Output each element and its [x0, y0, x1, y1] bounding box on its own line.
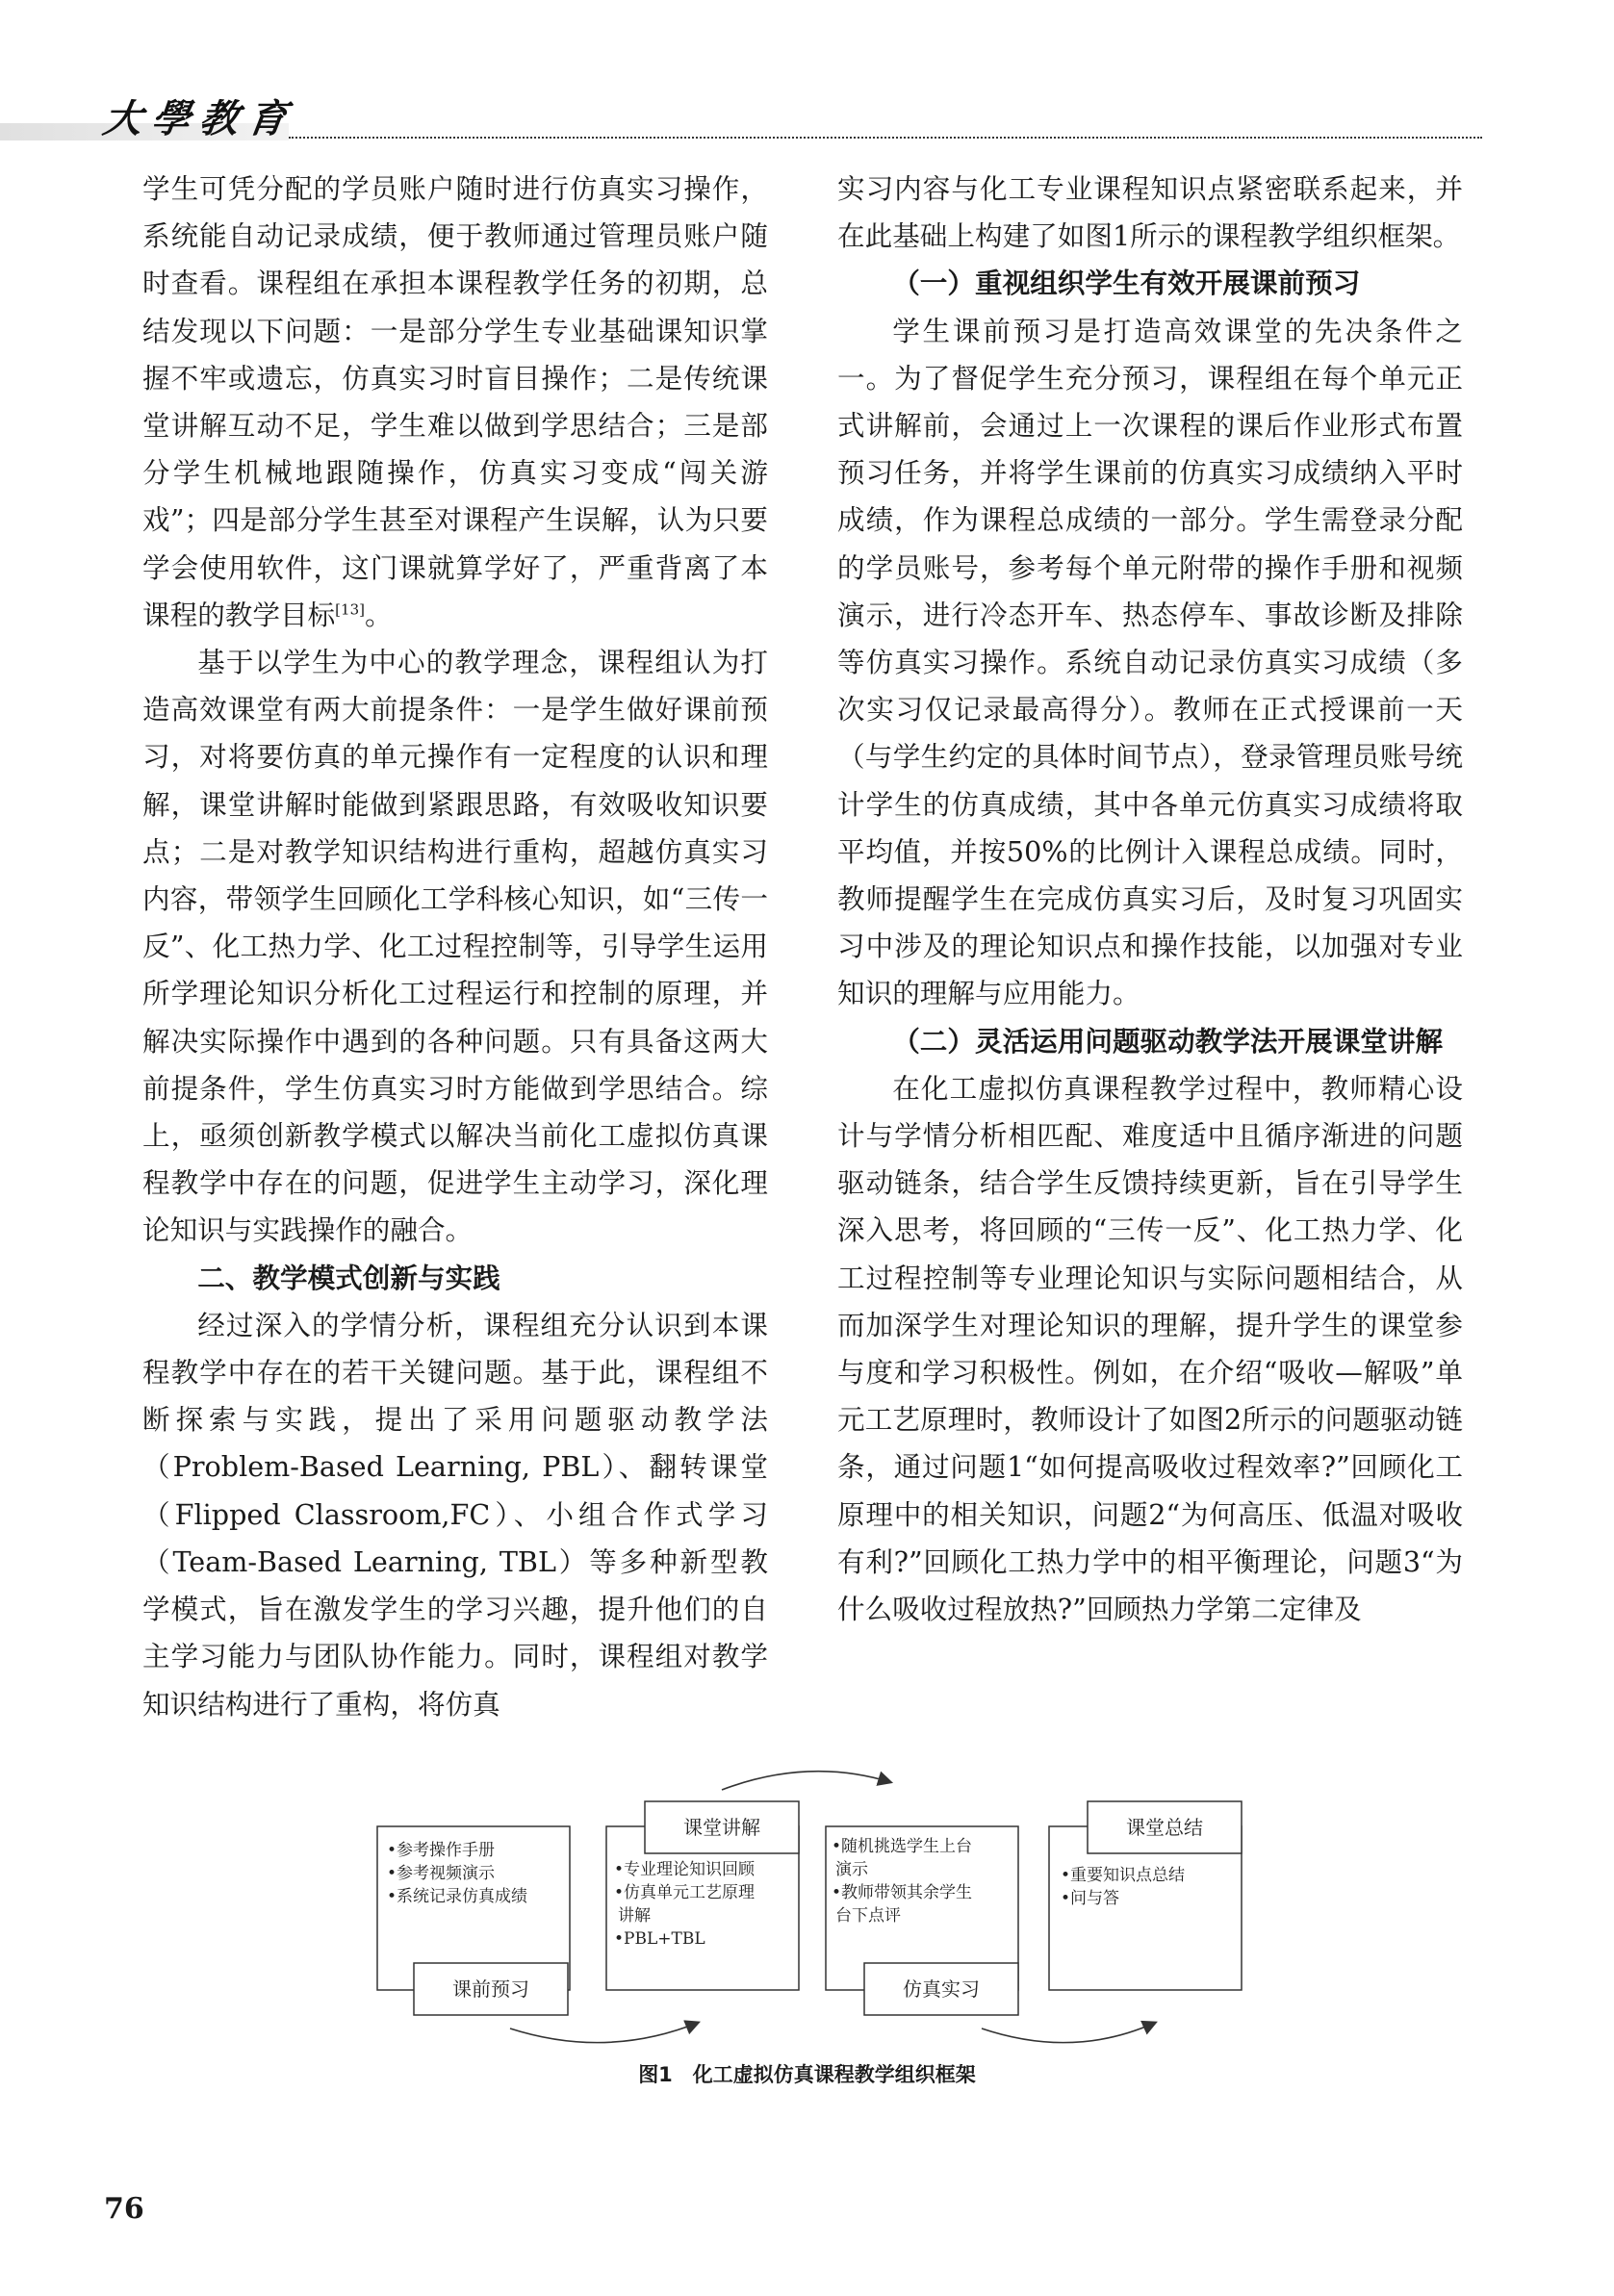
paragraph: 在化工虚拟仿真课程教学过程中，教师精心设计与学情分析相匹配、难度适中且循序渐进的问题驱动链条，结合学生反馈持续更新，旨在引导学生深入思考，将回顾的“三传一反”、化工热力学、化工过程控制等专业理论知识与实际问题相结合，从而加深学生对理论知识的理解，提升学生的课堂参与度和学习积极性。例如，在介绍“吸收—解吸”单元工艺原理时，教师设计了如图2所示的问题驱动链条，通过问题1“如何提高吸收过程效率?”回顾化工原理中的相关知识，问题2“为何高压、低温对吸收有利?”回顾化工热力学中的相平衡理论，问题3“为什么吸收过程放热?”回顾热力学第二定律及 — [837, 1071, 1463, 1626]
figure-caption: 图1 化工虚拟仿真课程教学组织框架 — [638, 2063, 976, 2086]
box-item: •教师带领其余学生 — [832, 1883, 973, 1902]
box-item: •仿真单元工艺原理 — [614, 1883, 756, 1902]
flow-arrow — [982, 2023, 1155, 2043]
paragraph: 学生课前预习是打造高效课堂的先决条件之一。为了督促学生充分预习，课程组在每个单元正式讲解前，会通过上一次课程的课后作业形式布置预习任务，并将学生课前的仿真实习成绩纳入平时成绩，作为课程总成绩的一部分。学生需登录分配的学员账号，参考每个单元附带的操作手册和视频演示，进行冷态开车、热态停车、事故诊断及排除等仿真实习操作。系统自动记录仿真实习成绩（多次实习仅记录最高得分）。教师在正式授课前一天（与学生约定的具体时间节点），登录管理员账号统计学生的仿真成绩，其中各单元仿真实习成绩将取平均值，并按50%的比例计入课程总成绩。同时，教师提醒学生在完成仿真实习后，及时复习巩固实习中涉及的理论知识点和操作技能，以加强对专业知识的理解与应用能力。 — [837, 314, 1463, 1010]
right-column — [837, 166, 1463, 1633]
journal-title: 大學教育 — [100, 96, 299, 141]
framework-diagram — [366, 1761, 1251, 2050]
box-class-summary — [1049, 1801, 1242, 1990]
box-simulation-practice — [826, 1826, 1018, 2015]
section-heading: 二、教学模式创新与实践 — [197, 1261, 500, 1294]
box-item: •随机挑选学生上台 — [832, 1837, 973, 1856]
box-item: •参考操作手册 — [387, 1841, 496, 1860]
box-label: 课堂讲解 — [683, 1816, 760, 1839]
box-item: •问与答 — [1061, 1889, 1120, 1908]
box-item: •PBL+TBL — [614, 1929, 705, 1949]
box-item: 演示 — [835, 1860, 868, 1879]
paragraph: 基于以学生为中心的教学理念，课程组认为打造高效课堂有两大前提条件：一是学生做好课前预习，对将要仿真的单元操作有一定程度的认识和理解，课堂讲解时能做到紧跟思路，有效吸收知识要点；二是对教学知识结构进行重构，超越仿真实习内容，带领学生回顾化工学科核心知识，如“三传一反”、化工热力学、化工过程控制等，引导学生运用所学理论知识分析化工过程运行和控制的原理，并解决实际操作中遇到的各种问题。只有具备这两大前提条件，学生仿真实习时方能做到学思结合。综上，亟须创新教学模式以解决当前化工虚拟仿真课程教学中存在的问题，促进学生主动学习，深化理论知识与实践操作的融合。 — [142, 646, 768, 1247]
subsection-heading: （一）重视组织学生有效开展课前预习 — [892, 267, 1361, 300]
left-column — [142, 166, 768, 1728]
box-item: •参考视频演示 — [387, 1864, 496, 1883]
flow-arrow — [722, 1772, 890, 1790]
page-number: 76 — [104, 2192, 144, 2226]
paragraph: 实习内容与化工专业课程知识点紧密联系起来，并在此基础上构建了如图1所示的课程教学组织框架。 — [837, 172, 1463, 253]
citation-ref: [13] — [335, 600, 365, 619]
box-item: •系统记录仿真成绩 — [387, 1887, 528, 1906]
paragraph: 经过深入的学情分析，课程组充分认识到本课程教学中存在的若干关键问题。基于此，课程组不断探索与实践，提出了采用问题驱动教学法（Problem-Based Learning, PBL）、翻转课堂（Flipped Classroom,FC）、小组合作式学习（Team-Based Learning, TBL）等多种新型教学模式，旨在激发学生的学习兴趣，提升他们的自主学习能力与团队协作能力。同时，课程组对教学知识结构进行了重构，将仿真 — [142, 1308, 768, 1721]
box-item: 讲解 — [618, 1906, 651, 1926]
box-item: 台下点评 — [835, 1906, 901, 1926]
box-classroom-lecture — [606, 1801, 799, 1990]
flow-arrow — [510, 2023, 698, 2043]
box-pre-class-preview — [377, 1826, 570, 2015]
box-item: •专业理论知识回顾 — [614, 1860, 756, 1879]
paragraph: 学生可凭分配的学员账户随时进行仿真实习操作，系统能自动记录成绩，便于教师通过管理员账户随时查看。课程组在承担本课程教学任务的初期，总结发现以下问题：一是部分学生专业基础课知识掌握不牢或遗忘，仿真实习时盲目操作；二是传统课堂讲解互动不足，学生难以做到学思结合；三是部分学生机械地跟随操作，仿真实习变成“闯关游戏”；四是部分学生甚至对课程产生误解，认为只要学会使用软件，这门课就算学好了，严重背离了本课程的教学目标[13]。 — [142, 172, 768, 631]
box-label: 课堂总结 — [1126, 1816, 1203, 1839]
box-label: 课前预习 — [452, 1977, 529, 2001]
subsection-heading: （二）灵活运用问题驱动教学法开展课堂讲解 — [892, 1024, 1444, 1058]
header-rule — [289, 137, 1482, 139]
box-label: 仿真实习 — [903, 1977, 980, 2001]
box-item: •重要知识点总结 — [1061, 1866, 1186, 1885]
